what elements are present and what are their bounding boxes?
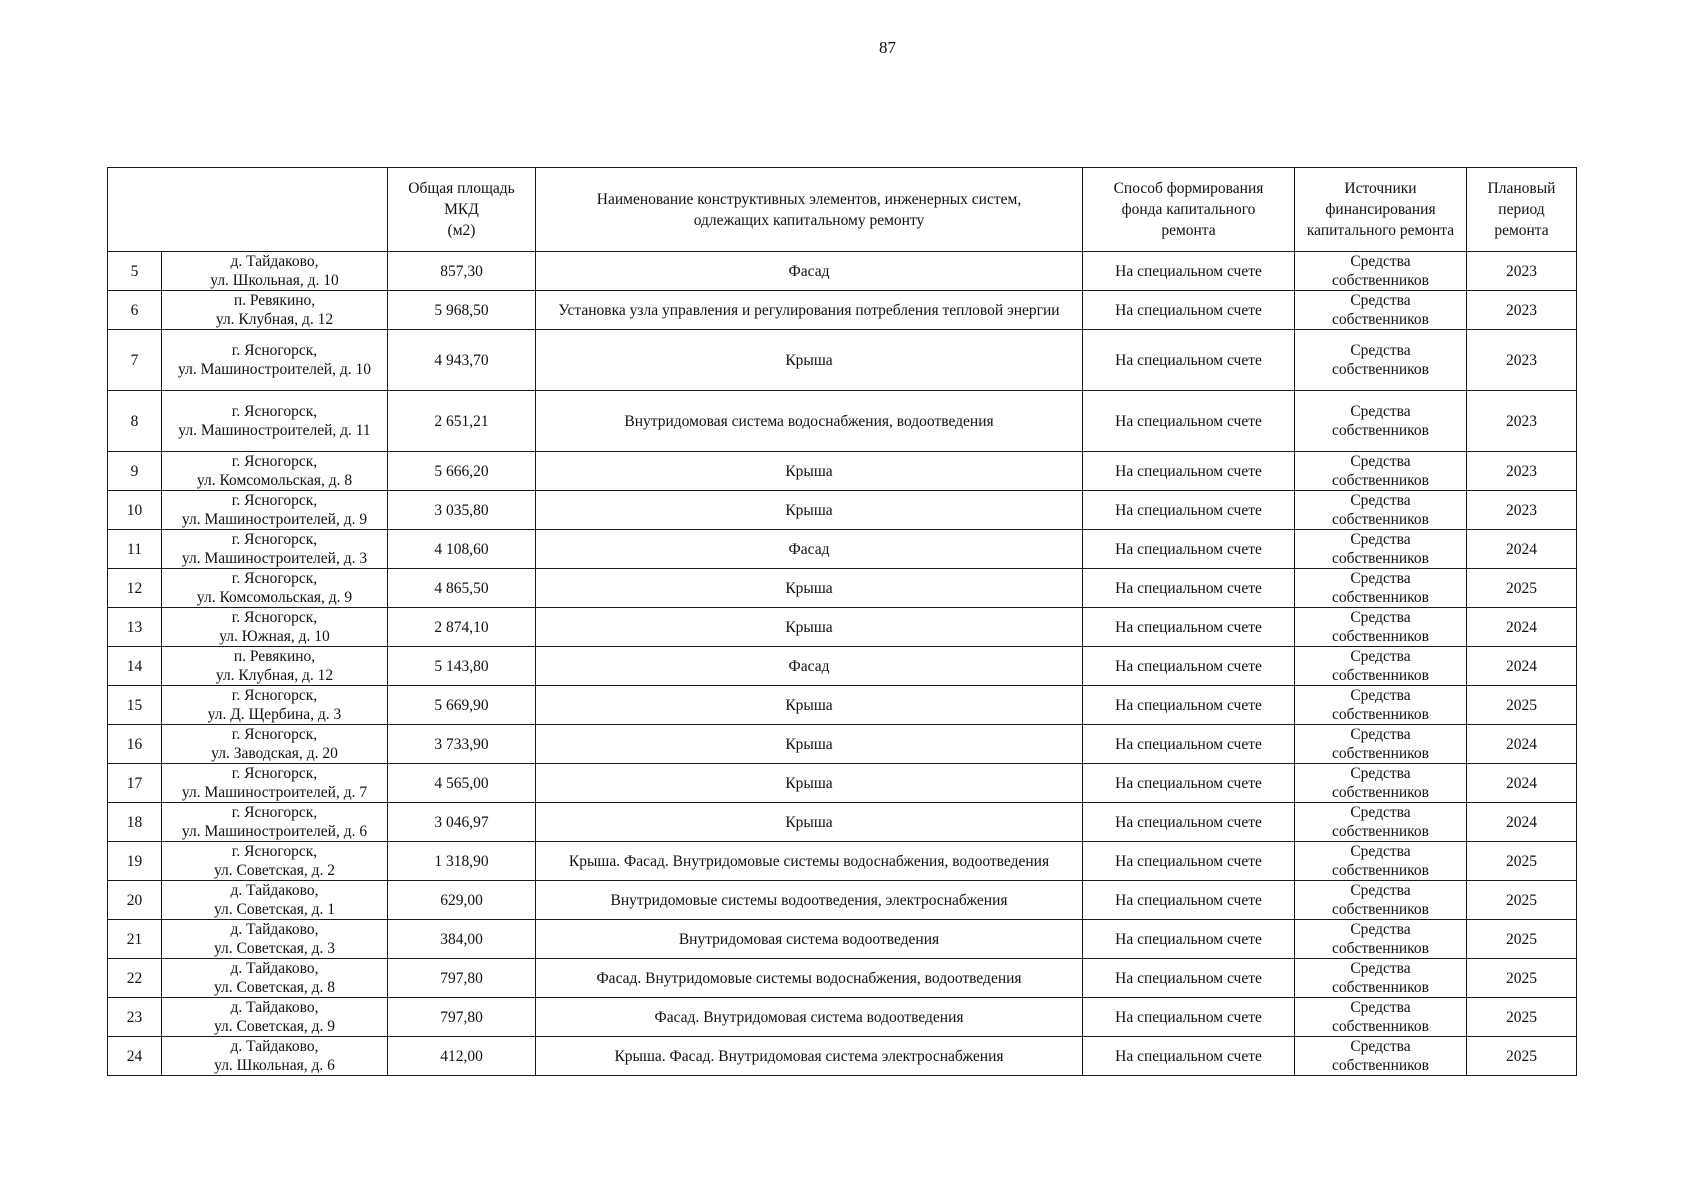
row-elements: Внутридомовая система водоотведения — [536, 920, 1083, 959]
row-elements: Фасад. Внутридомовые системы водоснабжения, водоотведения — [536, 959, 1083, 998]
row-area: 3 035,80 — [388, 491, 536, 530]
source-line-1: Средства — [1350, 804, 1411, 821]
address-line-2: ул. Машиностроителей, д. 11 — [178, 422, 371, 439]
table-row — [108, 920, 1577, 959]
address-line-1: г. Ясногорск, — [231, 570, 318, 587]
row-area: 4 565,00 — [388, 764, 536, 803]
row-source — [1295, 842, 1467, 881]
row-source — [1295, 764, 1467, 803]
row-year: 2025 — [1467, 686, 1577, 725]
source-line-1: Средства — [1350, 570, 1411, 587]
table-row — [108, 998, 1577, 1037]
capital-repair-table — [107, 167, 1577, 1076]
row-number: 23 — [108, 998, 162, 1037]
row-number: 14 — [108, 647, 162, 686]
table-row — [108, 252, 1577, 291]
source-line-1: Средства — [1350, 882, 1411, 899]
row-number: 21 — [108, 920, 162, 959]
address-line-1: п. Ревякино, — [233, 648, 316, 665]
row-address — [162, 686, 388, 725]
row-year: 2023 — [1467, 491, 1577, 530]
row-address — [162, 291, 388, 330]
row-method: На специальном счете — [1083, 803, 1295, 842]
row-area: 857,30 — [388, 252, 536, 291]
table-row — [108, 330, 1577, 391]
row-year: 2025 — [1467, 959, 1577, 998]
row-area: 1 318,90 — [388, 842, 536, 881]
table-row — [108, 391, 1577, 452]
row-address — [162, 530, 388, 569]
source-line-1: Средства — [1350, 492, 1411, 509]
row-elements: Крыша — [536, 725, 1083, 764]
row-elements: Установка узла управления и регулирования потребления тепловой энергии — [536, 291, 1083, 330]
row-method: На специальном счете — [1083, 330, 1295, 391]
row-source — [1295, 881, 1467, 920]
row-year: 2024 — [1467, 803, 1577, 842]
row-year: 2024 — [1467, 647, 1577, 686]
row-elements: Крыша — [536, 569, 1083, 608]
source-line-1: Средства — [1350, 765, 1411, 782]
row-source — [1295, 491, 1467, 530]
address-line-1: г. Ясногорск, — [231, 687, 318, 704]
row-source — [1295, 1037, 1467, 1076]
source-line-2: собственников — [1332, 979, 1429, 996]
address-line-1: г. Ясногорск, — [231, 453, 318, 470]
address-line-1: г. Ясногорск, — [231, 492, 318, 509]
address-line-1: д. Тайдаково, — [230, 1038, 319, 1055]
row-source — [1295, 803, 1467, 842]
source-line-2: собственников — [1332, 422, 1429, 439]
address-line-2: ул. Машиностроителей, д. 10 — [178, 361, 371, 378]
address-line-1: п. Ревякино, — [233, 292, 316, 309]
row-address — [162, 725, 388, 764]
row-area: 5 143,80 — [388, 647, 536, 686]
source-line-1: Средства — [1350, 403, 1411, 420]
row-number: 18 — [108, 803, 162, 842]
row-elements: Крыша. Фасад. Внутридомовая система электроснабжения — [536, 1037, 1083, 1076]
row-area: 797,80 — [388, 959, 536, 998]
row-source — [1295, 998, 1467, 1037]
header-elements: Наименование конструктивных элементов, инженерных систем, одлежащих капитальному ремонту — [536, 168, 1083, 252]
source-line-2: собственников — [1332, 550, 1429, 567]
row-number: 7 — [108, 330, 162, 391]
row-year: 2023 — [1467, 452, 1577, 491]
source-line-1: Средства — [1350, 1038, 1411, 1055]
source-line-2: собственников — [1332, 628, 1429, 645]
row-address — [162, 842, 388, 881]
row-number: 22 — [108, 959, 162, 998]
address-line-2: ул. Заводская, д. 20 — [211, 745, 338, 762]
row-elements: Крыша. Фасад. Внутридомовые системы водоснабжения, водоотведения — [536, 842, 1083, 881]
header-method: Способ формирования фонда капитального ремонта — [1083, 168, 1295, 252]
source-line-2: собственников — [1332, 361, 1429, 378]
table-row — [108, 291, 1577, 330]
address-line-1: г. Ясногорск, — [231, 843, 318, 860]
row-method: На специальном счете — [1083, 291, 1295, 330]
row-elements: Фасад — [536, 647, 1083, 686]
row-source — [1295, 686, 1467, 725]
row-method: На специальном счете — [1083, 1037, 1295, 1076]
row-address — [162, 803, 388, 842]
row-method: На специальном счете — [1083, 686, 1295, 725]
row-method: На специальном счете — [1083, 252, 1295, 291]
source-line-1: Средства — [1350, 342, 1411, 359]
row-number: 17 — [108, 764, 162, 803]
row-area: 412,00 — [388, 1037, 536, 1076]
source-line-1: Средства — [1350, 609, 1411, 626]
row-number: 5 — [108, 252, 162, 291]
row-area: 4 108,60 — [388, 530, 536, 569]
source-line-1: Средства — [1350, 687, 1411, 704]
source-line-2: собственников — [1332, 706, 1429, 723]
row-number: 16 — [108, 725, 162, 764]
row-address — [162, 1037, 388, 1076]
row-address — [162, 608, 388, 647]
row-elements: Внутридомовые системы водоотведения, электроснабжения — [536, 881, 1083, 920]
address-line-2: ул. Комсомольская, д. 9 — [196, 589, 353, 606]
row-elements: Внутридомовая система водоснабжения, водоотведения — [536, 391, 1083, 452]
address-line-2: ул. Школьная, д. 6 — [214, 1057, 335, 1074]
row-source — [1295, 647, 1467, 686]
address-line-2: ул. Клубная, д. 12 — [215, 667, 334, 684]
table-row — [108, 569, 1577, 608]
row-elements: Крыша — [536, 686, 1083, 725]
row-source — [1295, 920, 1467, 959]
source-line-1: Средства — [1350, 531, 1411, 548]
table-row — [108, 491, 1577, 530]
address-line-2: ул. Машиностроителей, д. 9 — [181, 511, 368, 528]
row-elements: Крыша — [536, 803, 1083, 842]
row-address — [162, 998, 388, 1037]
row-number: 24 — [108, 1037, 162, 1076]
address-line-2: ул. Советская, д. 9 — [213, 1018, 336, 1035]
row-source — [1295, 530, 1467, 569]
row-number: 6 — [108, 291, 162, 330]
table-row — [108, 608, 1577, 647]
table-row — [108, 686, 1577, 725]
table-row — [108, 647, 1577, 686]
row-area: 5 669,90 — [388, 686, 536, 725]
address-line-1: д. Тайдаково, — [230, 882, 319, 899]
source-line-1: Средства — [1350, 453, 1411, 470]
address-line-1: г. Ясногорск, — [231, 765, 318, 782]
address-line-2: ул. Машиностроителей, д. 3 — [181, 550, 368, 567]
row-address — [162, 391, 388, 452]
address-line-2: ул. Советская, д. 2 — [213, 862, 336, 879]
row-elements: Крыша — [536, 764, 1083, 803]
source-line-2: собственников — [1332, 272, 1429, 289]
table-row — [108, 881, 1577, 920]
row-method: На специальном счете — [1083, 491, 1295, 530]
row-elements: Фасад — [536, 530, 1083, 569]
source-line-1: Средства — [1350, 726, 1411, 743]
address-line-2: ул. Машиностроителей, д. 6 — [181, 823, 368, 840]
source-line-2: собственников — [1332, 511, 1429, 528]
address-line-2: ул. Школьная, д. 10 — [210, 272, 339, 289]
source-line-2: собственников — [1332, 745, 1429, 762]
row-year: 2023 — [1467, 330, 1577, 391]
table-row — [108, 764, 1577, 803]
table-row — [108, 725, 1577, 764]
row-source — [1295, 608, 1467, 647]
address-line-2: ул. Машиностроителей, д. 7 — [181, 784, 368, 801]
row-source — [1295, 291, 1467, 330]
row-area: 5 666,20 — [388, 452, 536, 491]
row-source — [1295, 959, 1467, 998]
row-source — [1295, 725, 1467, 764]
row-area: 3 046,97 — [388, 803, 536, 842]
address-line-1: г. Ясногорск, — [231, 342, 318, 359]
table-row — [108, 959, 1577, 998]
row-number: 10 — [108, 491, 162, 530]
source-line-2: собственников — [1332, 1018, 1429, 1035]
row-address — [162, 330, 388, 391]
row-method: На специальном счете — [1083, 569, 1295, 608]
address-line-1: г. Ясногорск, — [231, 403, 318, 420]
row-address — [162, 881, 388, 920]
address-line-1: д. Тайдаково, — [230, 253, 319, 270]
address-line-1: д. Тайдаково, — [230, 999, 319, 1016]
row-area: 2 651,21 — [388, 391, 536, 452]
row-year: 2023 — [1467, 291, 1577, 330]
source-line-2: собственников — [1332, 823, 1429, 840]
source-line-1: Средства — [1350, 253, 1411, 270]
row-area: 797,80 — [388, 998, 536, 1037]
address-line-1: д. Тайдаково, — [230, 960, 319, 977]
row-address — [162, 959, 388, 998]
address-line-2: ул. Советская, д. 8 — [213, 979, 336, 996]
address-line-1: г. Ясногорск, — [231, 726, 318, 743]
row-address — [162, 647, 388, 686]
source-line-2: собственников — [1332, 784, 1429, 801]
source-line-1: Средства — [1350, 999, 1411, 1016]
row-year: 2023 — [1467, 252, 1577, 291]
table-row — [108, 452, 1577, 491]
row-year: 2025 — [1467, 920, 1577, 959]
row-source — [1295, 569, 1467, 608]
row-elements: Крыша — [536, 452, 1083, 491]
source-line-2: собственников — [1332, 1057, 1429, 1074]
row-year: 2024 — [1467, 725, 1577, 764]
source-line-1: Средства — [1350, 921, 1411, 938]
table-row — [108, 803, 1577, 842]
address-line-1: г. Ясногорск, — [231, 531, 318, 548]
address-line-2: ул. Комсомольская, д. 8 — [196, 472, 353, 489]
address-line-2: ул. Советская, д. 3 — [213, 940, 336, 957]
row-number: 12 — [108, 569, 162, 608]
address-line-2: ул. Южная, д. 10 — [219, 628, 330, 645]
row-area: 4 943,70 — [388, 330, 536, 391]
address-line-2: ул. Д. Щербина, д. 3 — [207, 706, 342, 723]
row-year: 2024 — [1467, 608, 1577, 647]
row-area: 5 968,50 — [388, 291, 536, 330]
row-elements: Крыша — [536, 491, 1083, 530]
address-line-2: ул. Клубная, д. 12 — [215, 311, 334, 328]
source-line-2: собственников — [1332, 940, 1429, 957]
row-method: На специальном счете — [1083, 842, 1295, 881]
row-method: На специальном счете — [1083, 725, 1295, 764]
header-row — [108, 168, 1577, 252]
row-address — [162, 764, 388, 803]
row-method: На специальном счете — [1083, 764, 1295, 803]
row-source — [1295, 330, 1467, 391]
header-address — [108, 168, 388, 252]
row-method: На специальном счете — [1083, 647, 1295, 686]
source-line-2: собственников — [1332, 667, 1429, 684]
source-line-2: собственников — [1332, 311, 1429, 328]
row-area: 2 874,10 — [388, 608, 536, 647]
row-address — [162, 252, 388, 291]
row-area: 384,00 — [388, 920, 536, 959]
row-source — [1295, 252, 1467, 291]
address-line-2: ул. Советская, д. 1 — [213, 901, 336, 918]
source-line-1: Средства — [1350, 292, 1411, 309]
row-number: 19 — [108, 842, 162, 881]
row-number: 9 — [108, 452, 162, 491]
row-area: 629,00 — [388, 881, 536, 920]
address-line-1: г. Ясногорск, — [231, 804, 318, 821]
row-year: 2025 — [1467, 881, 1577, 920]
row-year: 2025 — [1467, 569, 1577, 608]
row-year: 2025 — [1467, 842, 1577, 881]
source-line-1: Средства — [1350, 843, 1411, 860]
row-elements: Крыша — [536, 608, 1083, 647]
row-address — [162, 452, 388, 491]
row-elements: Фасад. Внутридомовая система водоотведения — [536, 998, 1083, 1037]
row-area: 3 733,90 — [388, 725, 536, 764]
address-line-1: д. Тайдаково, — [230, 921, 319, 938]
row-method: На специальном счете — [1083, 530, 1295, 569]
row-number: 20 — [108, 881, 162, 920]
row-address — [162, 491, 388, 530]
table-row — [108, 1037, 1577, 1076]
row-method: На специальном счете — [1083, 881, 1295, 920]
header-period: Плановый период ремонта — [1467, 168, 1577, 252]
source-line-1: Средства — [1350, 648, 1411, 665]
row-elements: Фасад — [536, 252, 1083, 291]
row-year: 2024 — [1467, 530, 1577, 569]
row-elements: Крыша — [536, 330, 1083, 391]
row-year: 2023 — [1467, 391, 1577, 452]
row-source — [1295, 391, 1467, 452]
row-method: На специальном счете — [1083, 959, 1295, 998]
row-year: 2024 — [1467, 764, 1577, 803]
page-number: 87 — [879, 38, 896, 57]
row-address — [162, 569, 388, 608]
source-line-1: Средства — [1350, 960, 1411, 977]
row-year: 2025 — [1467, 998, 1577, 1037]
row-number: 8 — [108, 391, 162, 452]
row-area: 4 865,50 — [388, 569, 536, 608]
source-line-2: собственников — [1332, 589, 1429, 606]
row-address — [162, 920, 388, 959]
row-method: На специальном счете — [1083, 920, 1295, 959]
source-line-2: собственников — [1332, 901, 1429, 918]
row-number: 15 — [108, 686, 162, 725]
row-source — [1295, 452, 1467, 491]
source-line-2: собственников — [1332, 862, 1429, 879]
row-number: 11 — [108, 530, 162, 569]
row-method: На специальном счете — [1083, 452, 1295, 491]
header-source: Источники финансирования капитального ремонта — [1295, 168, 1467, 252]
address-line-1: г. Ясногорск, — [231, 609, 318, 626]
row-number: 13 — [108, 608, 162, 647]
row-method: На специальном счете — [1083, 608, 1295, 647]
source-line-2: собственников — [1332, 472, 1429, 489]
table-row — [108, 530, 1577, 569]
row-method: На специальном счете — [1083, 998, 1295, 1037]
table-row — [108, 842, 1577, 881]
row-year: 2025 — [1467, 1037, 1577, 1076]
row-method: На специальном счете — [1083, 391, 1295, 452]
header-area: Общая площадь МКД (м2) — [388, 168, 536, 252]
